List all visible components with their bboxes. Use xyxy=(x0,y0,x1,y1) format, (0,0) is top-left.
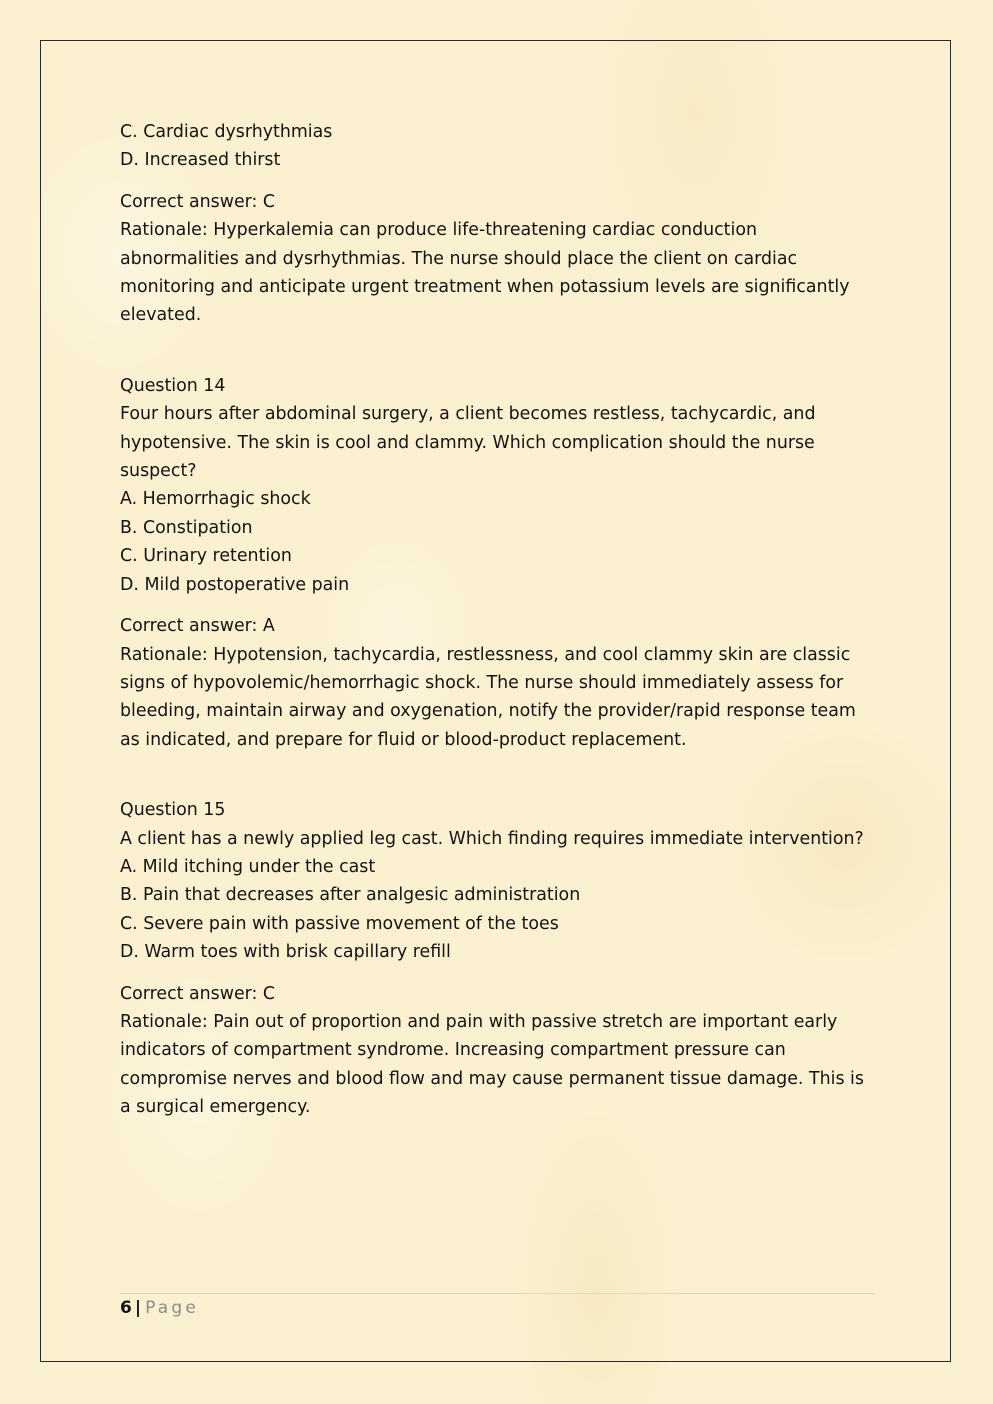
question-14-stem: Four hours after abdominal surgery, a client becomes restless, tachycardic, and hypotensive. The skin is cool and clammy. Which complication should the nurse suspect? xyxy=(120,404,816,482)
footer-divider xyxy=(120,1293,875,1294)
footer-separator: | xyxy=(134,1298,142,1318)
page-content xyxy=(120,118,880,1122)
question-14-heading: Question 14 xyxy=(120,375,226,396)
page-label: Page xyxy=(145,1298,200,1318)
question-13-options-continued xyxy=(120,118,880,175)
option-d: D. Increased thirst xyxy=(120,150,281,171)
page-number: 6 xyxy=(120,1298,132,1318)
question-15-rationale: Rationale: Pain out of proportion and pain with passive stretch are important early indicators of compartment syndrome. Increasing compartment pressure can compromise nerves and blood flow and may cause permanent tissue damage. This is a surgical emergency. xyxy=(120,1011,864,1118)
question-15-options xyxy=(120,853,880,967)
option-d: D. Mild postoperative pain xyxy=(120,574,350,595)
option-b: B. Constipation xyxy=(120,517,253,538)
option-c: C. Urinary retention xyxy=(120,546,292,567)
question-15-stem: A client has a newly applied leg cast. Which finding requires immediate intervention? xyxy=(120,828,864,849)
option-a: A. Mild itching under the cast xyxy=(120,856,376,877)
rationale: Rationale: Hyperkalemia can produce life-threatening cardiac conduction abnormalities and dysrhythmias. The nurse should place the client on cardiac monitoring and anticipate urgent treatment when potassium levels are significantly elevated. xyxy=(120,220,850,326)
option-b: B. Pain that decreases after analgesic administration xyxy=(120,885,581,906)
question-15-correct-answer: Correct answer: C xyxy=(120,983,276,1004)
option-c: C. Severe pain with passive movement of the toes xyxy=(120,913,559,934)
question-14-options xyxy=(120,485,880,599)
question-15-heading: Question 15 xyxy=(120,800,226,821)
option-d: D. Warm toes with brisk capillary refill xyxy=(120,942,451,963)
question-14-rationale: Rationale: Hypotension, tachycardia, restlessness, and cool clammy skin are classic signs of hypovolemic/hemorrhagic shock. The nurse should immediately assess for bleeding, maintain airway and oxygenation, notify the provider/rapid response team as indicated, and prepare for fluid or blood-product replacement. xyxy=(120,644,856,750)
question-14-correct-answer: Correct answer: A xyxy=(120,616,275,637)
option-a: A. Hemorrhagic shock xyxy=(120,489,311,510)
page-footer xyxy=(120,1295,199,1321)
correct-answer: Correct answer: C xyxy=(120,191,276,212)
option-c: C. Cardiac dysrhythmias xyxy=(120,122,333,142)
